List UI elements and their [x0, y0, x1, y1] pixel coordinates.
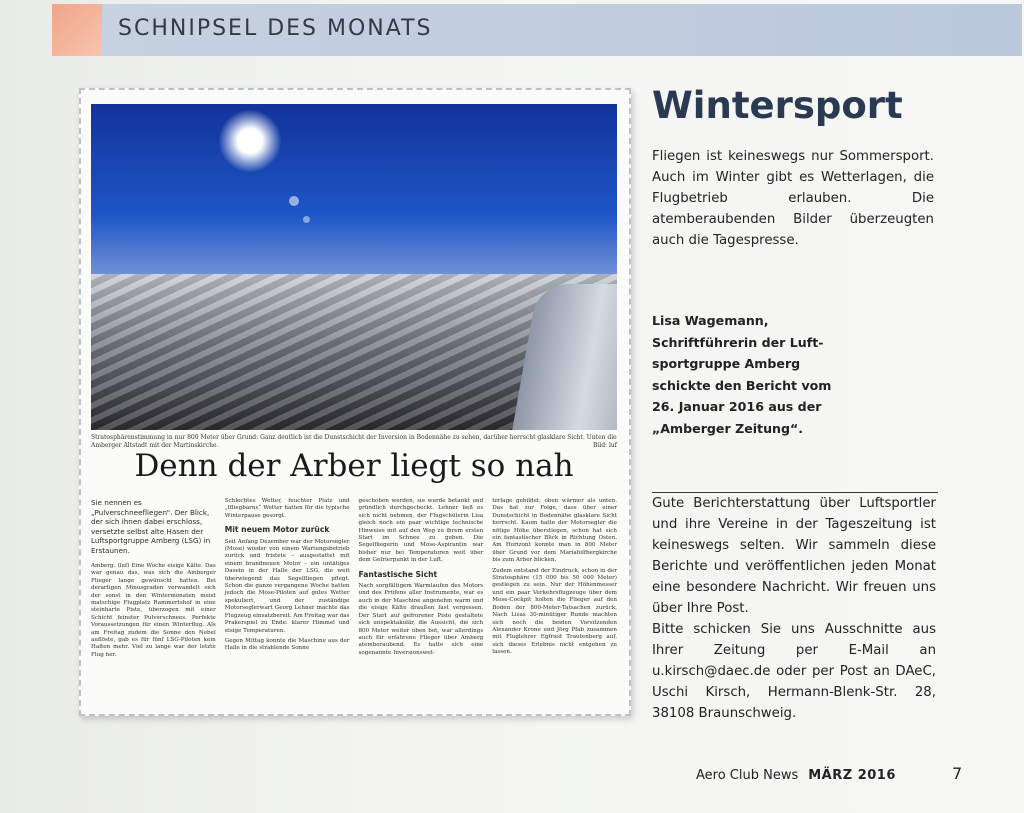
page-number: 7: [952, 764, 963, 783]
clipping-columns: [91, 498, 617, 708]
clipping-paragraph: Nach sorgfältigem Warmlaufen des Motors und des Prüfens aller Instrumente, war es auch in der Maschine angenehm warm und die eisige Kälte draußen fast vergessen. Der Start auf gefrorener Piste gestaltete sich unspektakulär, die Aussicht, die sich 800 Meter weiter oben bot, war allerdings auch für erfahrene Flieger über Amberg atemberaubend. Es hatte sich eine sogenannte Inversionswet-: [358, 583, 484, 656]
lens-flare: [289, 196, 299, 206]
magazine-name: Aero Club News: [696, 768, 799, 783]
caption-text: Stratosphärenstimmung in nur 800 Meter über Grund: Ganz deutlich ist die Dunstschicht der Inversion in Bodennähe zu sehen, darüber herrscht glasklare Sicht. Unten die Amberger Altstadt mit der Martinskirche.: [91, 434, 617, 449]
author-line: Schriftführerin der Luft-: [652, 334, 824, 350]
clipping-lead: Sie nennen es „Pulverschneefliegen“. Der Blick, der sich ihnen dabei erschloss, versetzte selbst alte Hasen der Luftsportgruppe Amberg (LSG) in Erstaunen.: [91, 498, 211, 555]
clipping-headline: Denn der Arber liegt so nah: [134, 448, 574, 484]
clipping-paragraph: Gegen Mittag konnte die Maschine aus der Halle in die strahlende Sonne: [224, 637, 350, 652]
sun-glare: [219, 110, 281, 172]
section-title: SCHNIPSEL DES MONATS: [118, 16, 433, 41]
lens-flare: [303, 216, 310, 223]
page-footer: [696, 768, 896, 783]
author-line: sportgruppe Amberg: [652, 356, 801, 371]
clipping-column-4: [492, 498, 617, 708]
clipping-column-1: [91, 498, 216, 708]
clipping-paragraph: terlage gebildet, oben wärmer als unten. Das hat zur Folge, dass über einer Dunstschicht in Bodennähe glasklare Sicht herrscht. Kaum hatte der Motorsegler die nötige Höhe überstiegen, schon hat sich ein fantastischer Blick in Richtung Osten. Am Horizont konnte man in 800 Meter über Grund vor dem Mariahilfbergkirche bis zum Arber blicken.: [492, 498, 617, 564]
clipping-paragraph: Seit Anfang Dezember war der Motorsegler (Mose) wieder von einem Wartungsbetrieb zurück und fristete – ausgestattet mit einem brandneuen Motor – ein untätiges Dasein in der Halle der LSG, die weit überwiegend das Segelfliegen pflegt. Schon die ganze vergangene Woche hatten jedoch die Mose-Piloten auf gutes Wetter spekuliert, und der zuständige Motorseglerwart Georg Lehner machte das Flugzeug einsatzbereit. Am Freitag war das Prakerspiel zu Ende: klarer Himmel und eisige Temperaturen.: [224, 538, 350, 634]
author-line: 26. Januar 2016 aus der: [652, 399, 822, 414]
photo-credit: Bild: luf: [592, 442, 617, 449]
author-note: [652, 310, 912, 439]
clipping-photo: [91, 104, 617, 430]
info-paragraph: Bitte schicken Sie uns Ausschnitte aus Ihrer Zeitung per E-Mail an u.kirsch@daec.de oder per Post an DAeC, Uschi Kirsch, Hermann-Blenk-Str. 28, 38108 Braunschweig.: [652, 622, 936, 721]
submission-info: [652, 493, 936, 724]
author-line: „Amberger Zeitung“.: [652, 420, 804, 436]
clipping-paragraph: Zudem entstand der Eindruck, schon in der Stratosphäre (15 000 bis 50 000 Meter) gestiegen zu sein. Nur der Höhenmesser und ein paar Verkehrsflugzeuge über dem Mose-Cockpit holten die Flieger auf den Boden der 800-Meter-Tatsachen zurück. Nach Lisas 30-minütiger Runde machten sich noch die beiden Vorsitzenden Alexander Krone und Jörg Pfab zusammen mit Fluglehrer Egfried Trautenberg auf, sich dieses Erlebnis nicht entgehen zu lassen.: [492, 567, 617, 656]
clipping-paragraph: Amberg. (luf) Eine Woche eisige Kälte. Das war genau das, was sich die Amberger Flieger lange gewünscht hatten. Bei derartigen Minusgraden verwandelt sich der sonst in den Wintermonaten meist matschige Flugplatz Rammertshof in eine steinharte Piste, überzogen mit einer Schicht feinster Pulverschnees. Perfekte Voraussetzungen für einen Winterflug. Als am Freitag zudem die Sonne den Nebel auflöste, gab es für fünf LSG-Piloten kein Halten mehr. Viel zu lange war der letzte Flug her.: [91, 563, 216, 658]
issue-date: MÄRZ 2016: [808, 768, 896, 783]
header-color-swatch: [52, 4, 102, 56]
info-paragraph: Gute Berichterstattung über Luftsportler und ihre Vereine in der Tageszeitung ist keineswegs selten. Wir sammeln diese Berichte und veröffentlichen jeden Monat eine besondere Nachricht. Wir freuen uns über Ihre Post.: [652, 496, 936, 616]
author-line: schickte den Bericht vom: [652, 377, 832, 393]
clipping-subheading: Fantastische Sicht: [358, 569, 438, 579]
article-title: Wintersport: [652, 84, 903, 127]
clipping-subheading: Mit neuem Motor zurück: [224, 525, 330, 535]
clipping-paragraph: geschoben werden, sie wurde betankt und gründlich durchgecheckt. Lehner ließ es sich nicht nehmen, der Flugschülerin Lisa gleich noch ein paar wichtige technische Hinweise mit auf den Weg zu ihrem ersten Start im Schnee zu geben. Die Segelfliegerin und Mose-Aspirantin war bisher nur bei Temperaturen weit über dem Gefrierpunkt in der Luft.: [358, 498, 484, 564]
author-line: Lisa Wagemann,: [652, 313, 769, 328]
newspaper-clipping: [79, 88, 631, 716]
article-intro: Fliegen ist keineswegs nur Sommersport. Auch im Winter gibt es Wetterlagen, die Flugbetrieb erlauben. Die atemberaubenden Bilder überzeugten auch die Tagespresse.: [652, 149, 934, 248]
clipping-column-3: [359, 498, 484, 708]
clipping-paragraph: Schlechtes Wetter, feuchter Platz und „Ifliegbarns“ Wetter hatten für die typische Winterpause gesorgt.: [224, 498, 350, 519]
clipping-column-2: [225, 498, 350, 708]
